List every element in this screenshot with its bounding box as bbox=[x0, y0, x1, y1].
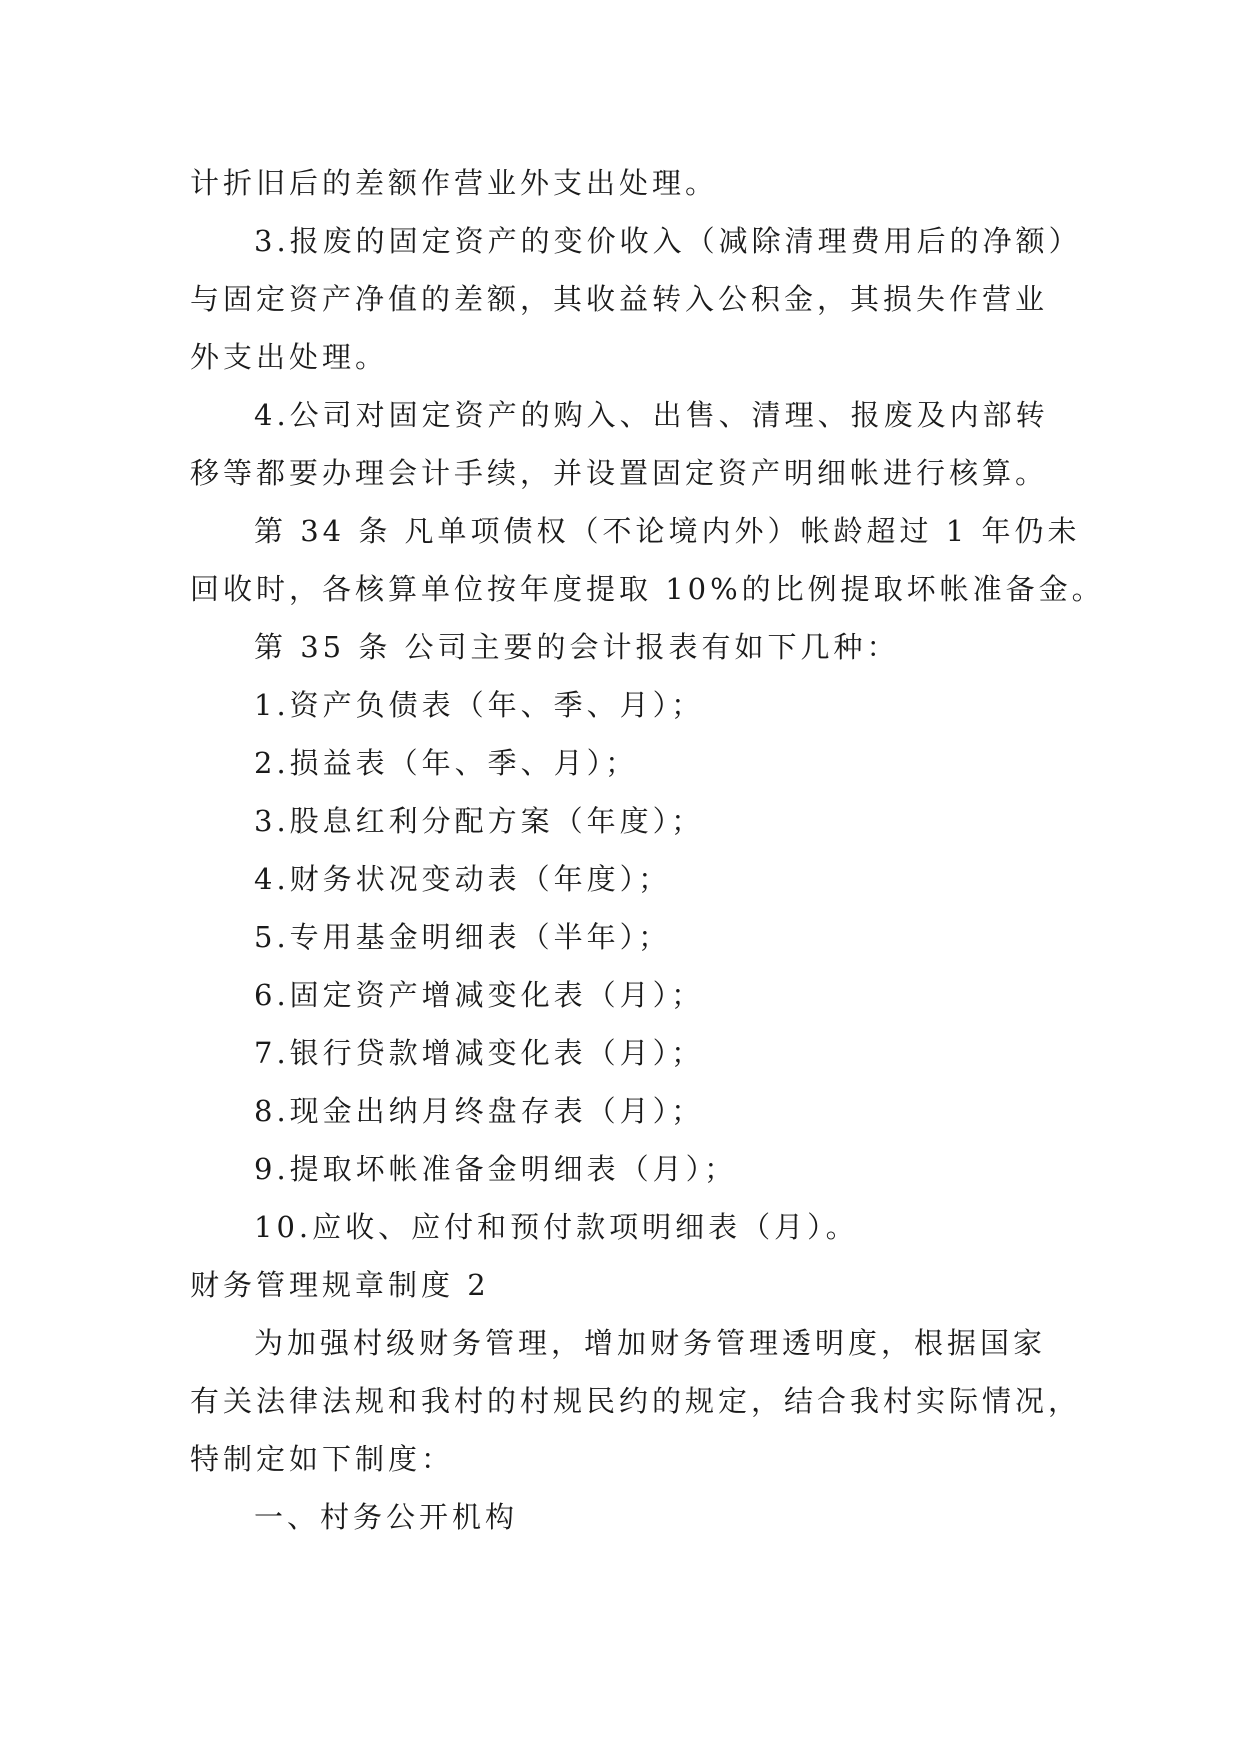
paragraph-line: 与固定资产净值的差额，其收益转入公积金，其损失作营业 bbox=[190, 282, 1049, 316]
list-item: 6.固定资产增减变化表（月）； bbox=[254, 978, 705, 1012]
list-item: 1.资产负债表（年、季、月）； bbox=[254, 688, 705, 722]
article-34-heading: 第 34 条 凡单项债权（不论境内外）帐龄超过 1 年仍未 bbox=[254, 514, 1081, 548]
paragraph-line: 4.公司对固定资产的购入、出售、清理、报废及内部转 bbox=[254, 398, 1049, 432]
paragraph-line: 为加强村级财务管理，增加财务管理透明度，根据国家 bbox=[254, 1326, 1047, 1360]
section-title: 财务管理规章制度 2 bbox=[190, 1268, 490, 1302]
paragraph-line: 有关法律法规和我村的村规民约的规定，结合我村实际情况， bbox=[190, 1384, 1082, 1418]
list-item: 9.提取坏帐准备金明细表（月）； bbox=[254, 1152, 738, 1186]
list-item: 10.应收、应付和预付款项明细表（月）。 bbox=[254, 1210, 859, 1244]
article-35-heading: 第 35 条 公司主要的会计报表有如下几种： bbox=[254, 630, 900, 664]
paragraph-line: 移等都要办理会计手续，并设置固定资产明细帐进行核算。 bbox=[190, 456, 1049, 490]
paragraph-line: 3.报废的固定资产的变价收入（减除清理费用后的净额） bbox=[254, 224, 1082, 258]
list-item: 8.现金出纳月终盘存表（月）； bbox=[254, 1094, 705, 1128]
paragraph-line: 计折旧后的差额作营业外支出处理。 bbox=[190, 166, 719, 200]
subsection-heading: 一、村务公开机构 bbox=[254, 1500, 519, 1534]
paragraph-line: 外支出处理。 bbox=[190, 340, 389, 374]
list-item: 7.银行贷款增减变化表（月）； bbox=[254, 1036, 705, 1070]
paragraph-line: 回收时，各核算单位按年度提取 10%的比例提取坏帐准备金。 bbox=[190, 572, 1105, 606]
list-item: 3.股息红利分配方案（年度）； bbox=[254, 804, 705, 838]
paragraph-line: 特制定如下制度： bbox=[190, 1442, 455, 1476]
list-item: 2.损益表（年、季、月）； bbox=[254, 746, 639, 780]
list-item: 5.专用基金明细表（半年）； bbox=[254, 920, 672, 954]
list-item: 4.财务状况变动表（年度）； bbox=[254, 862, 672, 896]
